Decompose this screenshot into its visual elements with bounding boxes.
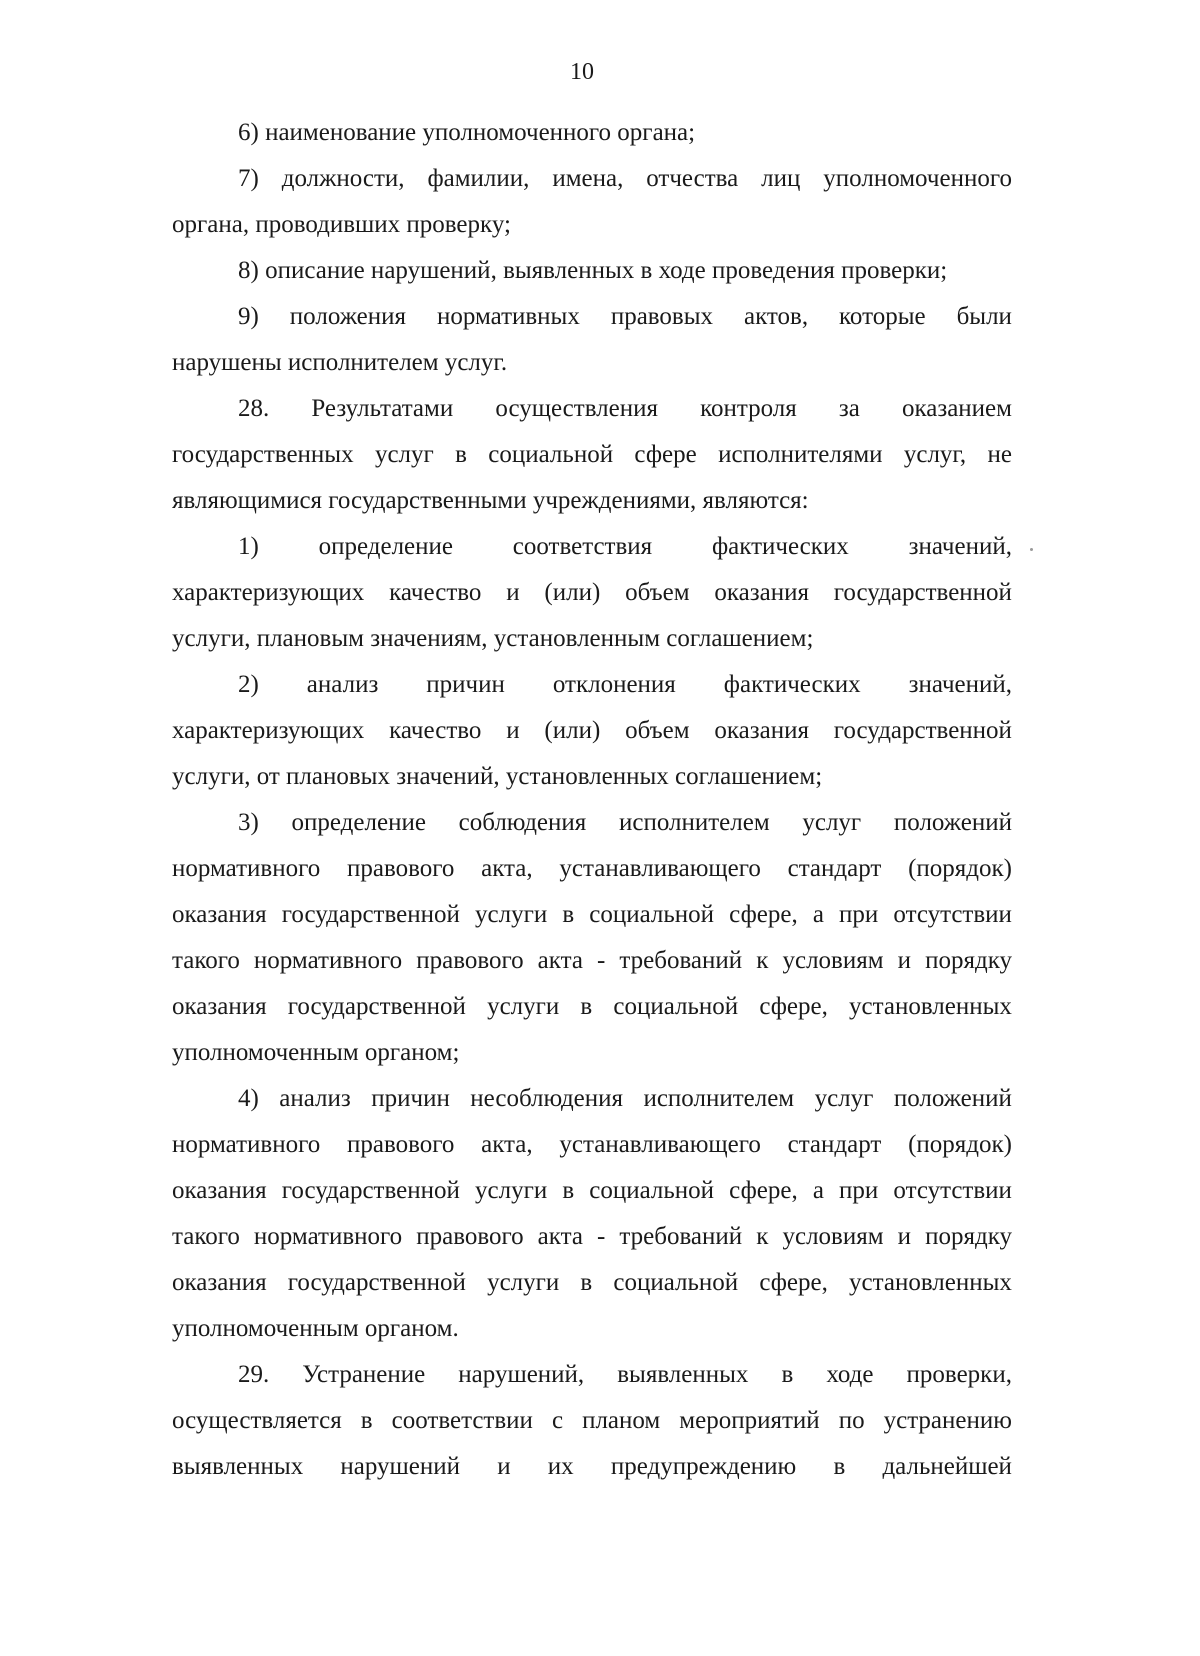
word: значений,: [908, 533, 1012, 560]
word: 2): [238, 671, 259, 698]
word: государственной: [833, 717, 1012, 744]
word: по: [838, 1407, 865, 1434]
word: сфере: [634, 441, 697, 468]
text-line: [172, 1222, 1012, 1252]
word: нормативного: [253, 947, 403, 974]
word: порядку: [925, 947, 1012, 974]
text-line: 6) наименование уполномоченного органа;: [238, 119, 696, 146]
word: социальной: [589, 901, 715, 928]
text-line: [238, 670, 1012, 700]
word: с: [551, 1407, 564, 1434]
word: отклонения: [552, 671, 676, 698]
word: отсутствии: [893, 901, 1012, 928]
text-line: [238, 1084, 1012, 1114]
word: услуги: [487, 993, 560, 1020]
word: порядку: [925, 1223, 1012, 1250]
word: должности,: [281, 165, 405, 192]
text-line: услуги, от плановых значений, установленных соглашением;: [172, 763, 823, 790]
word: определение: [291, 809, 426, 836]
word: 4): [238, 1085, 259, 1112]
word: государственной: [281, 901, 460, 928]
word: положений: [893, 1085, 1012, 1112]
word: 1): [238, 533, 259, 560]
word: выявленных: [617, 1361, 749, 1388]
word: нормативного: [253, 1223, 403, 1250]
word: в: [781, 1361, 794, 1388]
word: которые: [839, 303, 926, 330]
word: правового: [416, 947, 524, 974]
word: 9): [238, 303, 259, 330]
word: выявленных: [172, 1453, 304, 1480]
text-line: [238, 394, 1012, 424]
text-line: [172, 854, 1012, 884]
word: услуги: [487, 1269, 560, 1296]
word: мероприятий: [679, 1407, 820, 1434]
word: при: [839, 901, 879, 928]
page-number: 10: [570, 59, 594, 85]
word: услуг: [374, 441, 434, 468]
word: и: [897, 1223, 912, 1250]
word: -: [597, 1223, 606, 1250]
text-line: нарушены исполнителем услуг.: [172, 349, 508, 376]
word: осуществления: [495, 395, 659, 422]
word: оказания: [172, 901, 267, 928]
text-line: являющимися государственными учреждениями, являются:: [172, 487, 809, 514]
word: и: [506, 717, 520, 744]
word: оказания: [172, 993, 267, 1020]
word: несоблюдения: [470, 1085, 624, 1112]
word: услуг: [802, 809, 862, 836]
text-line: 8) описание нарушений, выявленных в ходе проведения проверки;: [238, 257, 948, 284]
word: услуги: [475, 901, 548, 928]
text-line: [238, 808, 1012, 838]
text-line: [172, 1406, 1012, 1436]
word: а: [812, 1177, 824, 1204]
word: сфере,: [759, 993, 828, 1020]
word: оказания: [714, 717, 809, 744]
word: стандарт: [787, 1131, 882, 1158]
text-line: [172, 1268, 1012, 1298]
word: контроля: [700, 395, 797, 422]
word: 3): [238, 809, 259, 836]
word: Устранение: [302, 1361, 426, 1388]
word: (или): [544, 579, 601, 606]
text-line: [172, 946, 1012, 976]
word: качество: [389, 579, 482, 606]
word: за: [838, 395, 860, 422]
word: объем: [625, 579, 690, 606]
word: государственной: [281, 1177, 460, 1204]
word: в: [562, 901, 575, 928]
word: государственных: [172, 441, 354, 468]
word: 29.: [238, 1361, 270, 1388]
word: а: [812, 901, 824, 928]
word: условиям: [782, 1223, 884, 1250]
word: качество: [389, 717, 482, 744]
word: оказания: [714, 579, 809, 606]
word: оказания: [172, 1269, 267, 1296]
word: в: [580, 1269, 593, 1296]
word: требований: [619, 947, 743, 974]
word: нарушений,: [458, 1361, 585, 1388]
word: предупреждению: [610, 1453, 797, 1480]
text-line: органа, проводивших проверку;: [172, 211, 511, 238]
word: соблюдения: [458, 809, 587, 836]
word: 28.: [238, 395, 270, 422]
word: лиц: [761, 165, 801, 192]
word: (порядок): [908, 855, 1012, 882]
text-line: [238, 532, 1012, 562]
word: правового: [416, 1223, 524, 1250]
word: характеризующих: [172, 579, 365, 606]
word: устранению: [883, 1407, 1012, 1434]
word: объем: [625, 717, 690, 744]
word: социальной: [613, 993, 739, 1020]
word: сфере,: [729, 1177, 798, 1204]
word: дальнейшей: [882, 1453, 1012, 1480]
word: исполнителем: [643, 1085, 795, 1112]
word: нарушений: [340, 1453, 461, 1480]
word: положения: [289, 303, 406, 330]
word: условиям: [782, 947, 884, 974]
word: соответствии: [391, 1407, 533, 1434]
word: государственной: [287, 993, 466, 1020]
word: и: [897, 947, 912, 974]
word: правового: [346, 1131, 455, 1158]
text-line: услуги, плановым значениям, установленным соглашением;: [172, 625, 814, 652]
word: фактических: [711, 533, 849, 560]
word: исполнителями: [718, 441, 883, 468]
word: анализ: [306, 671, 379, 698]
text-line: [172, 716, 1012, 746]
word: соответствия: [512, 533, 653, 560]
word: в: [455, 441, 467, 468]
word: оказания: [172, 1177, 267, 1204]
text-line: [172, 1130, 1012, 1160]
text-line: [238, 302, 1012, 332]
word: правового: [346, 855, 455, 882]
word: характеризующих: [172, 717, 365, 744]
word: к: [756, 947, 769, 974]
word: положений: [893, 809, 1012, 836]
word: установленных: [849, 993, 1012, 1020]
word: актов,: [744, 303, 809, 330]
word: планом: [582, 1407, 661, 1434]
text-line: [238, 164, 1012, 194]
word: социальной: [613, 1269, 739, 1296]
word: устанавливающего: [559, 855, 761, 882]
word: акта: [537, 1223, 583, 1250]
word: осуществляется: [172, 1407, 342, 1434]
word: анализ: [279, 1085, 351, 1112]
word: фамилии,: [427, 165, 530, 192]
word: (порядок): [908, 1131, 1012, 1158]
scan-speck: [1030, 548, 1033, 551]
word: требований: [619, 1223, 743, 1250]
word: в: [580, 993, 593, 1020]
word: в: [360, 1407, 373, 1434]
word: к: [756, 1223, 769, 1250]
word: проверки,: [906, 1361, 1012, 1388]
word: их: [547, 1453, 574, 1480]
word: нормативного: [172, 855, 321, 882]
word: имена,: [552, 165, 624, 192]
word: устанавливающего: [559, 1131, 761, 1158]
word: сфере,: [759, 1269, 828, 1296]
word: такого: [172, 947, 240, 974]
word: и: [497, 1453, 511, 1480]
word: фактических: [723, 671, 861, 698]
word: такого: [172, 1223, 240, 1250]
word: стандарт: [787, 855, 882, 882]
word: отсутствии: [893, 1177, 1012, 1204]
text-line: [172, 1176, 1012, 1206]
word: в: [833, 1453, 846, 1480]
word: Результатами: [311, 395, 454, 422]
word: акта,: [481, 1131, 533, 1158]
word: не: [987, 441, 1012, 468]
text-line: [172, 992, 1012, 1022]
word: (или): [544, 717, 601, 744]
word: отчества: [646, 165, 739, 192]
word: и: [506, 579, 520, 606]
word: в: [562, 1177, 575, 1204]
text-line: [172, 900, 1012, 930]
text-line: [172, 578, 1012, 608]
word: были: [956, 303, 1012, 330]
word: социальной: [488, 441, 614, 468]
word: оказанием: [901, 395, 1012, 422]
word: уполномоченного: [823, 165, 1012, 192]
word: услуги: [475, 1177, 548, 1204]
word: установленных: [849, 1269, 1012, 1296]
word: правовых: [610, 303, 714, 330]
word: причин: [371, 1085, 450, 1112]
word: услуг,: [903, 441, 967, 468]
word: акта: [537, 947, 583, 974]
word: 7): [238, 165, 259, 192]
word: акта,: [481, 855, 533, 882]
text-line: [172, 440, 1012, 470]
word: сфере,: [729, 901, 798, 928]
text-line: уполномоченным органом;: [172, 1039, 460, 1066]
text-line: [172, 1452, 1012, 1482]
word: определение: [318, 533, 453, 560]
word: при: [839, 1177, 879, 1204]
word: нормативных: [436, 303, 580, 330]
word: значений,: [908, 671, 1012, 698]
word: причин: [426, 671, 505, 698]
word: государственной: [287, 1269, 466, 1296]
word: услуг: [814, 1085, 874, 1112]
text-line: уполномоченным органом.: [172, 1315, 459, 1342]
word: ходе: [826, 1361, 874, 1388]
word: социальной: [589, 1177, 715, 1204]
text-line: [238, 1360, 1012, 1390]
word: исполнителем: [618, 809, 770, 836]
word: государственной: [833, 579, 1012, 606]
word: нормативного: [172, 1131, 321, 1158]
word: -: [597, 947, 606, 974]
